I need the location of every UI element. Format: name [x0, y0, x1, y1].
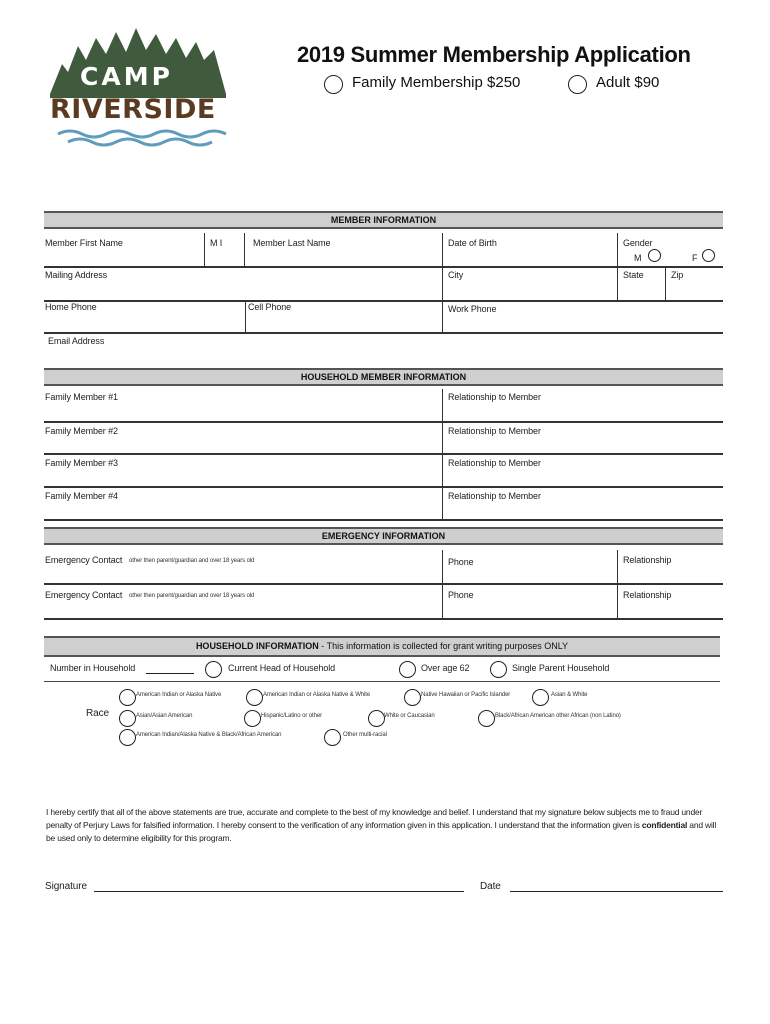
- race-multi-label: Other multi-racial: [343, 732, 387, 738]
- over-62-radio[interactable]: [399, 661, 416, 678]
- cell-phone-label: Cell Phone: [248, 302, 292, 312]
- date-label: Date: [480, 881, 501, 892]
- number-in-household-label: Number in Household: [50, 663, 136, 673]
- mailing-address-label: Mailing Address: [45, 270, 108, 280]
- gender-m-radio[interactable]: [648, 249, 661, 262]
- adult-membership-label: Adult $90: [596, 74, 660, 91]
- emergency-contact-2-label: Emergency Contact: [45, 590, 123, 600]
- member-info-header: MEMBER INFORMATION: [44, 211, 723, 229]
- emergency-relationship-2-label: Relationship: [623, 590, 672, 600]
- household-info-header: [44, 636, 720, 657]
- gender-f-label: F: [692, 253, 698, 263]
- logo-riverside-text: RIVERSIDE: [50, 94, 216, 125]
- emergency-contact-1-note: other then parent/guardian and over 18 years old: [129, 558, 255, 564]
- adult-membership-radio[interactable]: [568, 75, 587, 94]
- zip-label: Zip: [671, 270, 684, 280]
- family-membership-label: Family Membership $250: [352, 74, 521, 91]
- email-label: Email Address: [48, 336, 105, 346]
- gender-m-label: M: [634, 253, 642, 263]
- signature-label: Signature: [45, 881, 87, 892]
- race-hispanic-radio[interactable]: [244, 710, 261, 727]
- race-black-label: Black/African American other African (non Latino): [495, 713, 621, 719]
- logo-camp-text: CAMP: [80, 62, 173, 91]
- race-asian-radio[interactable]: [119, 710, 136, 727]
- single-parent-radio[interactable]: [490, 661, 507, 678]
- certification-text: [46, 806, 722, 845]
- race-multi-radio[interactable]: [324, 729, 341, 746]
- first-name-label: Member First Name: [45, 238, 123, 248]
- race-asian-label: Asian/Asian American: [136, 713, 193, 719]
- emergency-contact-2-note: other then parent/guardian and over 18 years old: [129, 593, 255, 599]
- number-in-household-line[interactable]: [146, 673, 194, 674]
- race-ai-an-black-radio[interactable]: [119, 729, 136, 746]
- state-label: State: [623, 270, 644, 280]
- family-member-2-label: Family Member #2: [45, 426, 118, 436]
- last-name-label: Member Last Name: [253, 238, 331, 248]
- dob-label: Date of Birth: [448, 238, 497, 248]
- family-member-3-label: Family Member #3: [45, 458, 118, 468]
- race-ai-an-radio[interactable]: [119, 689, 136, 706]
- race-ai-an-label: American Indian or Alaska Native: [136, 692, 222, 698]
- race-black-radio[interactable]: [478, 710, 495, 727]
- race-white-radio[interactable]: [368, 710, 385, 727]
- race-hispanic-label: Hispanic/Latino or other: [261, 713, 322, 719]
- page-title: 2019 Summer Membership Application: [297, 42, 691, 67]
- city-label: City: [448, 270, 464, 280]
- date-line[interactable]: [510, 891, 723, 892]
- signature-line[interactable]: [94, 891, 464, 892]
- emergency-phone-1-label: Phone: [448, 557, 474, 567]
- certification-confidential: confidential: [641, 820, 688, 830]
- race-ai-an-black-label: American Indian/Alaska Native & Black/African American: [136, 732, 282, 738]
- camp-riverside-logo: [40, 24, 235, 154]
- emergency-contact-1-label: Emergency Contact: [45, 555, 123, 565]
- gender-label: Gender: [623, 238, 653, 248]
- certification-text-end: and will be used only to determine eligibility for this program.: [46, 820, 717, 843]
- mi-label: M I: [210, 238, 223, 248]
- single-parent-label: Single Parent Household: [512, 663, 610, 673]
- family-member-3-relationship: Relationship to Member: [448, 458, 541, 468]
- certification-text-main: I hereby certify that all of the above statements are true, accurate and complete to the best of my knowledge and belief. I understand that my signature below subjects me to fraud under penalty of Perjury Laws for falsified information. I hereby consent to the verification of any information given in this application. I understand that the information given is: [46, 807, 703, 830]
- race-ai-an-white-label: American Indian or Alaska Native & White: [263, 692, 371, 698]
- race-nh-pi-label: Native Hawaiian or Pacific Islander: [421, 692, 511, 698]
- race-label: Race: [86, 708, 109, 719]
- work-phone-label: Work Phone: [448, 304, 497, 314]
- race-asian-white-radio[interactable]: [532, 689, 549, 706]
- home-phone-label: Home Phone: [45, 302, 97, 312]
- race-ai-an-white-radio[interactable]: [246, 689, 263, 706]
- family-membership-radio[interactable]: [324, 75, 343, 94]
- over-62-label: Over age 62: [421, 663, 470, 673]
- household-info-title: HOUSEHOLD INFORMATION: [195, 641, 319, 651]
- race-white-label: White or Caucasian: [384, 713, 435, 719]
- family-member-4-relationship: Relationship to Member: [448, 491, 541, 501]
- family-member-1-label: Family Member #1: [45, 392, 118, 402]
- head-of-household-radio[interactable]: [205, 661, 222, 678]
- family-member-4-label: Family Member #4: [45, 491, 118, 501]
- household-member-header: HOUSEHOLD MEMBER INFORMATION: [44, 368, 723, 386]
- family-member-2-relationship: Relationship to Member: [448, 426, 541, 436]
- family-member-1-relationship: Relationship to Member: [448, 392, 541, 402]
- emergency-relationship-1-label: Relationship: [623, 555, 672, 565]
- head-of-household-label: Current Head of Household: [228, 663, 336, 673]
- race-asian-white-label: Asian & White: [551, 692, 588, 698]
- gender-f-radio[interactable]: [702, 249, 715, 262]
- emergency-header: EMERGENCY INFORMATION: [44, 527, 723, 545]
- household-info-note: - This information is collected for grant writing purposes ONLY: [318, 641, 569, 651]
- race-nh-pi-radio[interactable]: [404, 689, 421, 706]
- emergency-phone-2-label: Phone: [448, 590, 474, 600]
